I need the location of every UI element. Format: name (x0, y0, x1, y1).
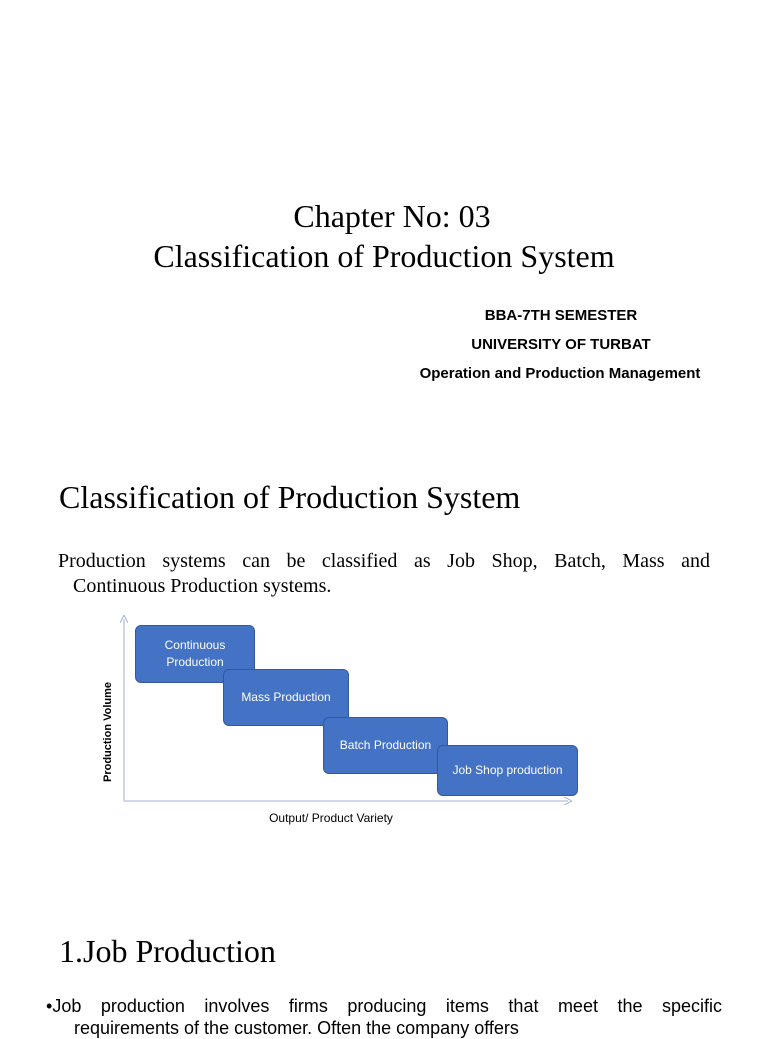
intro-line-2: Continuous Production systems. (73, 575, 332, 597)
course-label: Operation and Production Management (419, 365, 701, 382)
x-axis-label: Output/ Product Variety (269, 811, 393, 825)
intro-paragraph (58, 549, 710, 599)
bullet-text: Job production involves firms producing items that meet the specific (52, 996, 722, 1016)
stage-mass-production: Mass Production (223, 669, 349, 726)
bullet-marker: • (46, 996, 53, 1016)
job-production-heading: 1.Job Production (59, 933, 276, 969)
bullet-continuation: requirements of the customer. Often the company offers (74, 1018, 519, 1038)
stage-batch-production: Batch Production (323, 717, 448, 774)
bullet-item (46, 995, 722, 1017)
y-axis-label: Production Volume (102, 681, 114, 783)
course-meta (380, 301, 740, 388)
section-heading: Classification of Production System (59, 479, 521, 515)
stage-continuous-production: Continuous Production (135, 625, 255, 683)
semester-label: BBA-7TH SEMESTER (484, 307, 638, 324)
chapter-number: Chapter No: 03 (293, 198, 491, 234)
university-label: UNIVERSITY OF TURBAT (471, 336, 651, 353)
intro-line-1: Production systems can be classified as Job Shop, Batch, Mass and (58, 550, 710, 572)
chapter-title (0, 196, 768, 276)
stage-job-shop-production: Job Shop production (437, 745, 578, 796)
chapter-name: Classification of Production System (153, 238, 615, 274)
